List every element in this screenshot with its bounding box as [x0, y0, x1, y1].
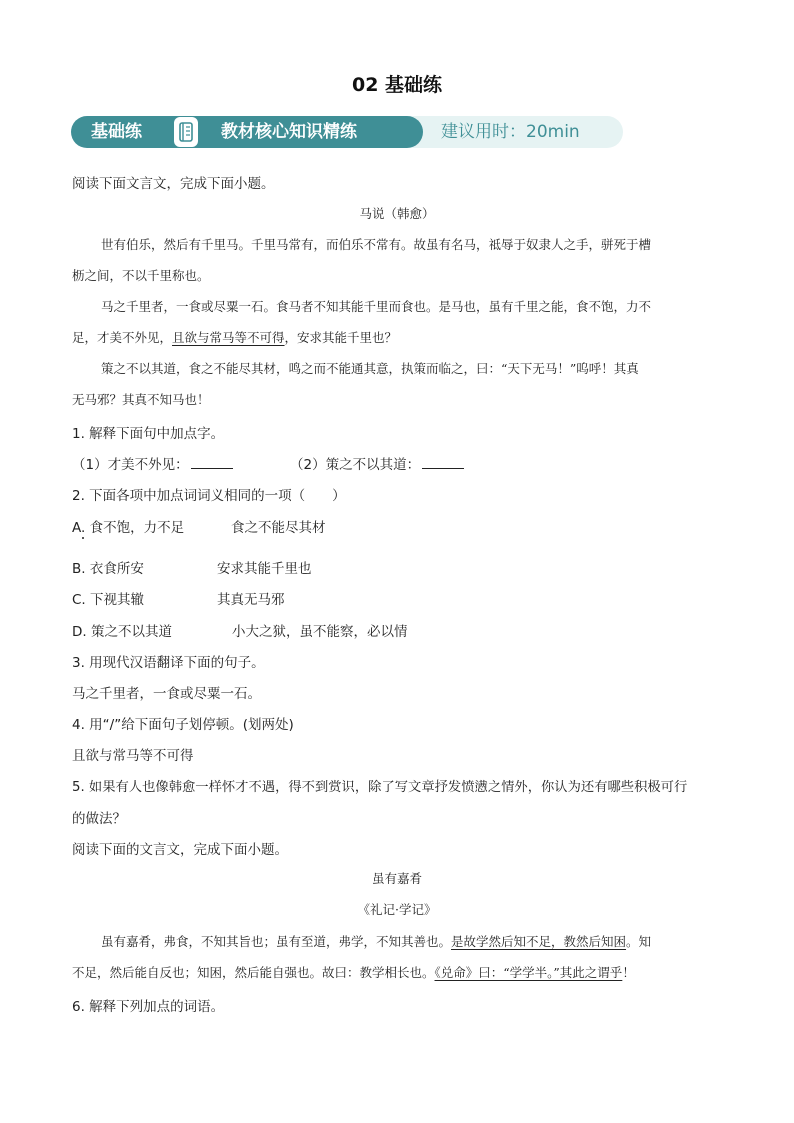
passage1-line: 枥之间，不以千里称也。: [72, 268, 210, 283]
passage1-title: 马说（韩愈）: [359, 206, 435, 221]
page-title: 02 基础练: [351, 74, 443, 96]
passage1-line: [72, 328, 397, 346]
book-icon: [174, 117, 198, 147]
question-1-item-1-text: （1）才美不外见：: [72, 457, 189, 473]
question-1: 1. 解释下面句中加点字。: [72, 426, 225, 442]
question-1-item-2-text: （2）策之不以其道：: [290, 457, 421, 473]
underlined-sentence: 《兑命》曰：“学学半。”其此之谓乎: [434, 965, 623, 980]
passage2-text: ！: [622, 965, 635, 980]
passage2-text: 不足，然后能自反也；知困，然后能自强也。故曰：教学相长也。: [72, 965, 435, 980]
option-a-left: A. 食不饱，力不足: [72, 520, 185, 536]
passage2-line: [72, 963, 635, 981]
answer-blank[interactable]: [191, 456, 233, 469]
passage1-text: ，安求其能千里也？: [284, 330, 398, 345]
passage1-line: 世有伯乐，然后有千里马。千里马常有，而伯乐不常有。故虽有名马，祗辱于奴隶人之手，骈死于槽: [101, 237, 652, 252]
option-c-right: 其真无马邪: [217, 592, 285, 608]
question-1-item-2: [290, 453, 464, 473]
passage1-line: 策之不以其道，食之不能尽其材，鸣之而不能通其意，执策而临之，曰：“天下无马！”呜呼！其真: [101, 361, 639, 376]
banner-subtitle: 教材核心知识精练: [221, 122, 357, 142]
banner-label: 基础练: [91, 122, 142, 142]
option-b-right: 安求其能千里也: [217, 561, 312, 577]
passage2-text: 虽有嘉肴，弗食，不知其旨也；虽有至道，弗学，不知其善也。: [101, 934, 452, 949]
passage2-line: [101, 932, 651, 950]
option-a-right: 食之不能尽其材: [231, 520, 326, 536]
underlined-sentence: 是故学然后知不足，教然后知困: [451, 934, 627, 949]
answer-blank[interactable]: [422, 456, 464, 469]
question-3-sentence: 马之千里者，一食或尽粟一石。: [72, 686, 261, 702]
option-b-left: B. 衣食所安: [72, 561, 144, 577]
question-5-line-1: 5. 如果有人也像韩愈一样怀才不遇，得不到赏识，除了写文章抒发愤懑之情外，你认为还有哪些积极可行: [72, 780, 688, 795]
question-4: 4. 用“/”给下面句子划停顿。(划两处): [72, 717, 294, 733]
passage1-line: 马之千里者，一食或尽粟一石。食马者不知其能千里而食也。是马也，虽有千里之能，食不饱，力不: [101, 299, 652, 314]
question-2: 2. 下面各项中加点词词义相同的一项（ ）: [72, 488, 346, 504]
question-3: 3. 用现代汉语翻译下面的句子。: [72, 655, 265, 671]
emphasis-dot: [82, 537, 84, 539]
option-c-left: C. 下视其辙: [72, 592, 145, 608]
underlined-sentence: 且欲与常马等不可得: [172, 330, 285, 345]
banner-time: 建议用时：20min: [441, 122, 580, 142]
passage2-source: 《礼记·学记》: [357, 902, 437, 917]
passage1-line: 无马邪？其真不知马也！: [72, 392, 210, 407]
question-1-item-1: [72, 453, 233, 473]
passage1-text: 足，才美不外见，: [72, 330, 173, 345]
option-d-right: 小大之狱，虽不能察，必以情: [232, 624, 408, 640]
passage1-instruction: 阅读下面文言文，完成下面小题。: [72, 176, 275, 192]
question-5-line-2: 的做法？: [72, 811, 126, 827]
question-4-sentence: 且欲与常马等不可得: [72, 748, 194, 764]
section-banner: [71, 116, 623, 148]
option-d-left: D. 策之不以其道: [72, 624, 172, 640]
passage2-text: 。知: [626, 934, 652, 949]
passage2-instruction: 阅读下面的文言文，完成下面小题。: [72, 842, 288, 858]
passage2-title: 虽有嘉肴: [371, 871, 422, 886]
question-6: 6. 解释下列加点的词语。: [72, 999, 225, 1015]
